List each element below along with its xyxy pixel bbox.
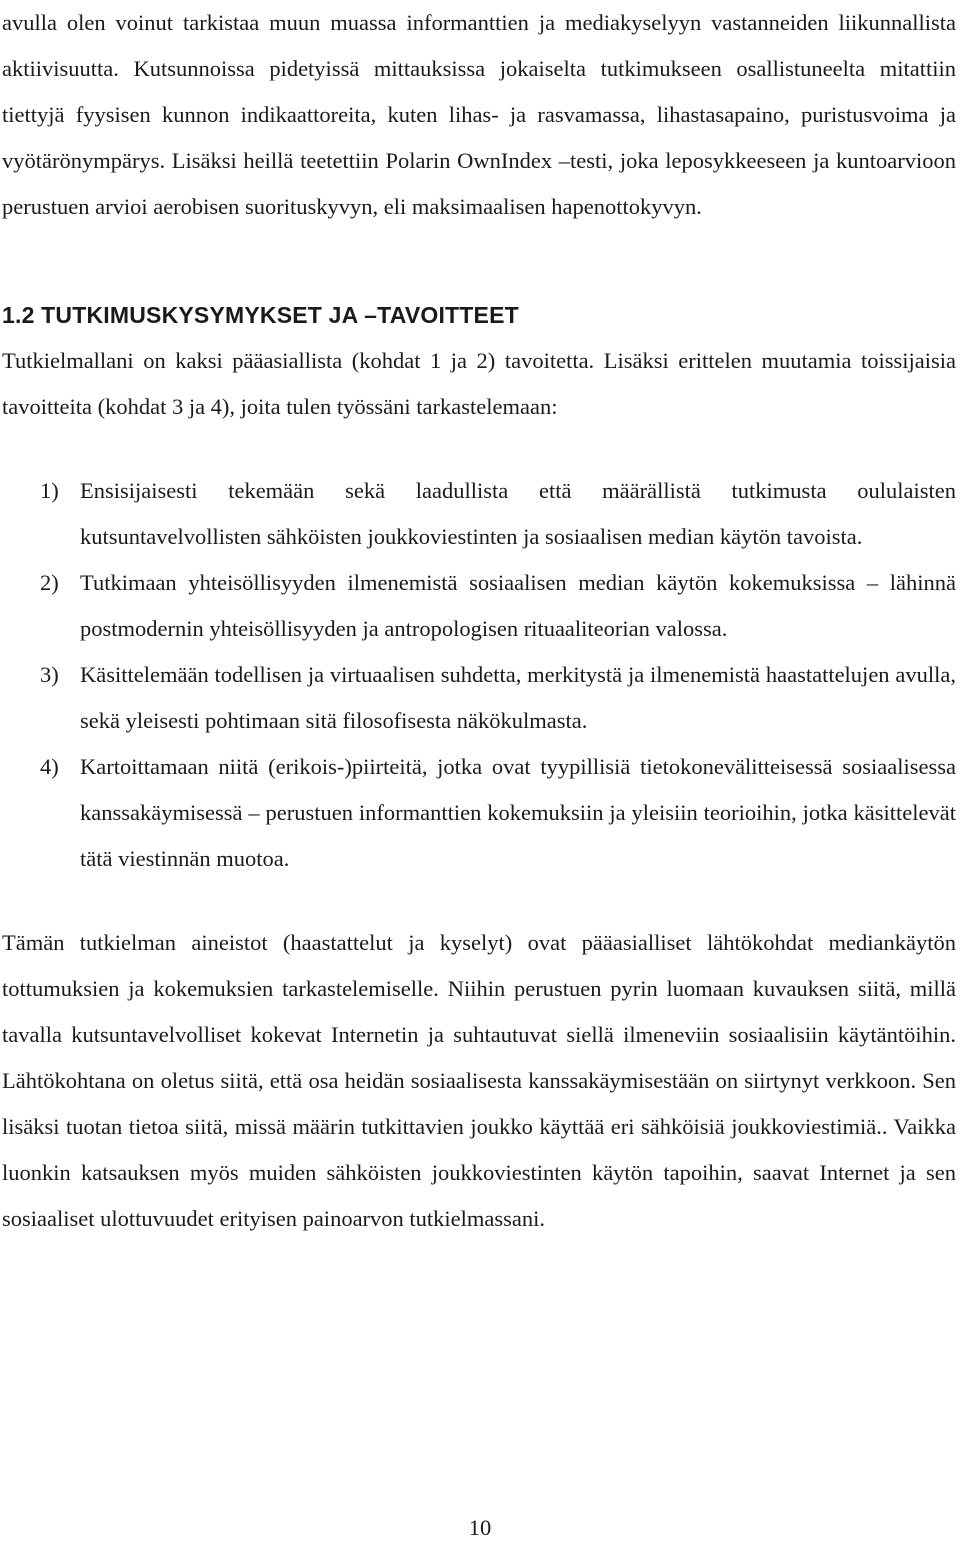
list-item-text: Kartoittamaan niitä (erikois-)piirteitä, jotka ovat tyypillisiä tietokonevälitteisessä sosiaalisessa kanssakäymisessä – perustuen informanttien kokemuksiin ja yleisiin teorioihin, jotka käsittelevät tätä viestinnän muotoa.	[80, 754, 956, 871]
spacer	[2, 430, 956, 468]
list-item-text: Käsittelemään todellisen ja virtuaalisen suhdetta, merkitystä ja ilmenemistä haastattelujen avulla, sekä yleisesti pohtimaan sitä filosofisesta näkökulmasta.	[80, 662, 956, 733]
list-item-goal-2	[2, 560, 956, 652]
list-item-number: 3)	[40, 662, 59, 687]
list-item-number: 1)	[40, 478, 59, 503]
section-heading: 1.2 TUTKIMUSKYSYMYKSET JA –TAVOITTEET	[2, 302, 519, 328]
list-item-text: Tutkimaan yhteisöllisyyden ilmenemistä sosiaalisen median käytön kokemuksissa – lähinnä postmodernin yhteisöllisyyden ja antropologisen rituaaliteorian valossa.	[80, 570, 956, 641]
page-content	[2, 0, 956, 1242]
spacer	[2, 230, 956, 292]
goals-intro-paragraph: Tutkielmallani on kaksi pääasiallista (kohdat 1 ja 2) tavoitetta. Lisäksi erittelen muutamia toissijaisia tavoitteita (kohdat 3 ja 4), joita tulen työssäni tarkastelemaan:	[2, 348, 956, 419]
page-number: 10	[468, 1515, 492, 1540]
list-item-number: 4)	[40, 754, 59, 779]
intro-paragraph: avulla olen voinut tarkistaa muun muassa informanttien ja mediakyselyyn vastanneiden liikunnallista aktiivisuutta. Kutsunnoissa pidetyissä mittauksissa jokaiselta tutkimukseen osallistuneelta mitattiin tiettyjä fyysisen kunnon indikaattoreita, kuten lihas- ja rasvamassa, lihastasapaino, puristusvoima ja vyötärönympärys. Lisäksi heillä teetettiin Polarin OwnIndex –testi, joka leposykkeeseen ja kuntoarvioon perustuen arvioi aerobisen suorituskyvyn, eli maksimaalisen hapenottokyvyn.	[2, 10, 956, 219]
list-item-goal-1	[2, 468, 956, 560]
goals-list	[2, 468, 956, 882]
list-item-goal-3	[2, 652, 956, 744]
list-item-number: 2)	[40, 570, 59, 595]
spacer	[2, 882, 956, 920]
list-item-text: Ensisijaisesti tekemään sekä laadullista että määrällistä tutkimusta oululaisten kutsuntavelvollisten sähköisten joukkoviestinten ja sosiaalisen median käytön tavoista.	[80, 478, 956, 549]
closing-paragraph: Tämän tutkielman aineistot (haastattelut ja kyselyt) ovat pääasialliset lähtökohdat mediankäytön tottumuksien ja kokemuksien tarkastelemiselle. Niihin perustuen pyrin luomaan kuvauksen siitä, millä tavalla kutsuntavelvolliset kokevat Internetin ja suhtautuvat siellä ilmeneviin sosiaalisiin käytäntöihin. Lähtökohtana on oletus siitä, että osa heidän sosiaalisesta kanssakäymisestään on siirtynyt verkkoon. Sen lisäksi tuotan tietoa siitä, missä määrin tutkittavien joukko käyttää eri sähköisiä joukkoviestimiä.. Vaikka luonkin katsauksen myös muiden sähköisten joukkoviestinten käytön tapoihin, saavat Internet ja sen sosiaaliset ulottuvuudet erityisen painoarvon tutkielmassani.	[2, 930, 956, 1231]
list-item-goal-4	[2, 744, 956, 882]
